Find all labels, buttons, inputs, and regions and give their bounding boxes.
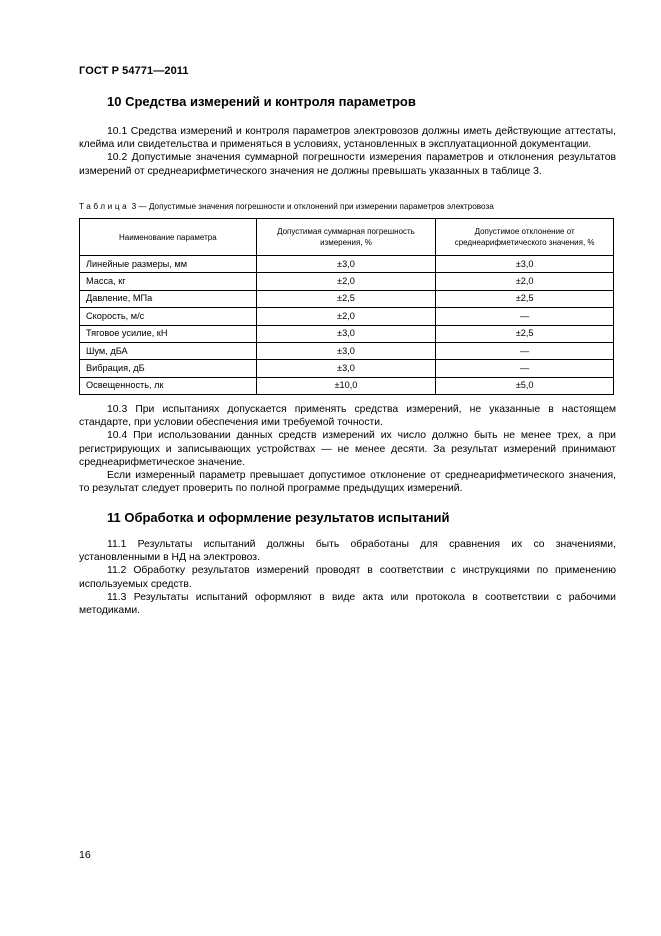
document-header: ГОСТ Р 54771—2011 [79,65,189,77]
paragraph-10-4-note: Если измеренный параметр превышает допустимое отклонение от среднеарифметического значения, то результат следует проверить по полной программе предыдущих измерений. [79,470,616,495]
row-parameter-name: Шум, дБА [80,342,257,359]
row-deviation-value: ±2,5 [436,325,614,342]
parameters-table [79,218,614,395]
row-error-value: ±10,0 [256,377,436,394]
row-parameter-name: Освещенность, лк [80,377,257,394]
paragraph-11-1: 11.1 Результаты испытаний должны быть обработаны для сравнения их со значениями, установленными в НД на электровоз. [79,539,616,564]
table-caption [79,202,619,211]
row-parameter-name: Давление, МПа [80,290,257,307]
paragraph-10-3: 10.3 При испытаниях допускается применять средства измерений, не указанные в настоящем стандарте, при условии обеспечения ими требуемой точности. [79,404,616,429]
table-row [80,360,614,377]
section-10-title: 10 Средства измерений и контроля параметров [107,94,416,109]
row-parameter-name: Линейные размеры, мм [80,256,257,273]
table-row [80,290,614,307]
table-row [80,325,614,342]
row-error-value: ±3,0 [256,325,436,342]
table-header-row [80,219,614,256]
row-deviation-value: — [436,308,614,325]
after-table-text [79,403,616,495]
table-row [80,308,614,325]
row-parameter-name: Скорость, м/с [80,308,257,325]
row-deviation-value: ±2,0 [436,273,614,290]
table-row [80,273,614,290]
table-row [80,256,614,273]
header-parameter-name: Наименование параметра [80,219,257,256]
header-total-error: Допустимая суммарная погрешность измерения, % [256,219,436,256]
row-error-value: ±2,0 [256,273,436,290]
row-deviation-value: — [436,342,614,359]
table-row [80,342,614,359]
paragraph-10-4: 10.4 При использовании данных средств измерений их число должно быть не менее трех, а при регистрирующих и записывающих устройствах — не менее десяти. За результат измерений принимают среднеарифметическое значение. [79,430,616,468]
row-parameter-name: Тяговое усилие, кН [80,325,257,342]
table-caption-text: 3 — Допустимые значения погрешности и отклонений при измерении параметров электровоза [131,202,494,211]
header-deviation: Допустимое отклонение от среднеарифметического значения, % [436,219,614,256]
paragraph-10-2: 10.2 Допустимые значения суммарной погрешности измерения параметров и отклонения результатов измерений от среднеарифметического значения не должны превышать указанных в таблице 3. [79,152,616,177]
page-number: 16 [79,849,91,861]
row-deviation-value: ±2,5 [436,290,614,307]
row-parameter-name: Масса, кг [80,273,257,290]
row-parameter-name: Вибрация, дБ [80,360,257,377]
row-error-value: ±2,0 [256,308,436,325]
paragraph-11-2: 11.2 Обработку результатов измерений проводят в соответствии с инструкциями по применению используемых средств. [79,565,616,590]
row-deviation-value: ±5,0 [436,377,614,394]
section-10-text [79,125,616,178]
table-caption-label: Таблица [79,202,130,211]
table-row [80,377,614,394]
row-deviation-value: ±3,0 [436,256,614,273]
paragraph-11-3: 11.3 Результаты испытаний оформляют в виде акта или протокола в соответствии с рабочими методиками. [79,591,616,617]
row-error-value: ±2,5 [256,290,436,307]
section-11-text [79,538,616,617]
row-error-value: ±3,0 [256,360,436,377]
paragraph-10-1: 10.1 Средства измерений и контроля параметров электровозов должны иметь действующие аттестаты, клейма или свидетельства и применяться в условиях, установленных в эксплуатационной документации. [79,126,616,151]
row-error-value: ±3,0 [256,342,436,359]
row-deviation-value: — [436,360,614,377]
row-error-value: ±3,0 [256,256,436,273]
section-11-title: 11 Обработка и оформление результатов испытаний [107,510,450,525]
